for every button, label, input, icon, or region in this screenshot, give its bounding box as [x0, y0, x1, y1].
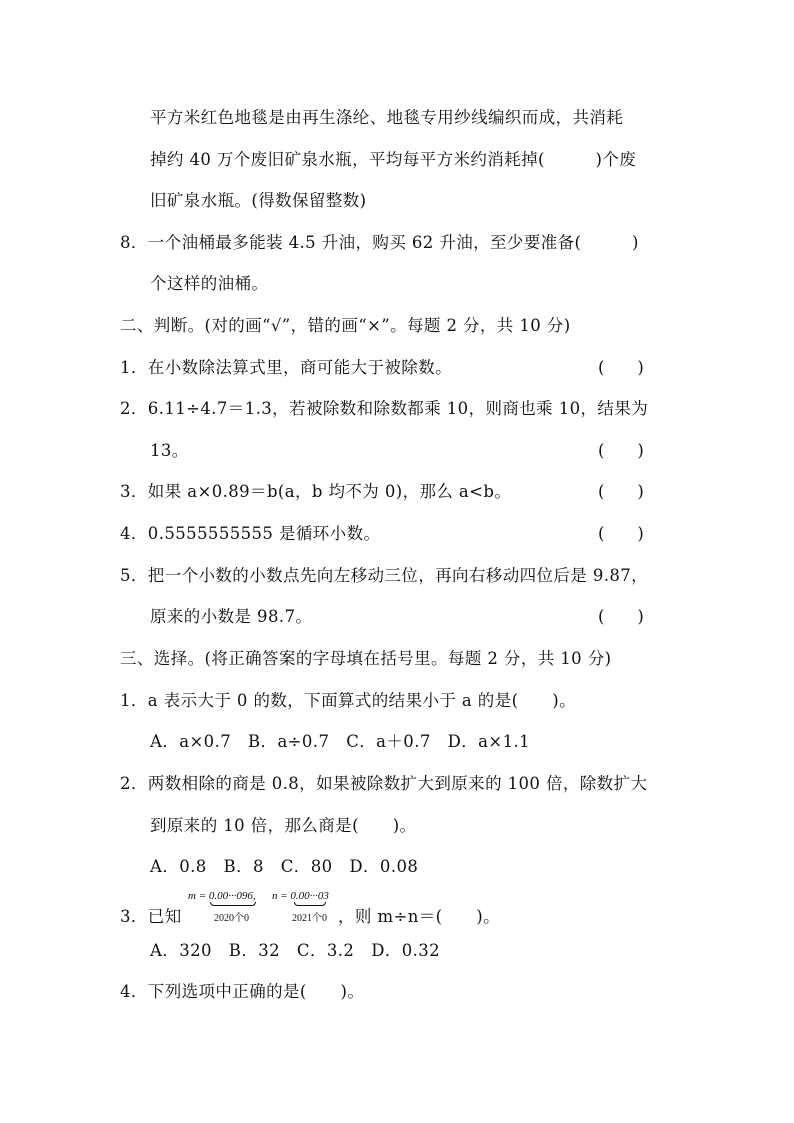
tf-answer-blank-5[interactable]: ( ): [598, 607, 644, 626]
question-8-line-2: 个这样的油桶。: [150, 274, 269, 293]
tf-item-2: 2．6.11÷4.7＝1.3，若被除数和除数都乘 10，则商也乘 10，结果为: [120, 399, 649, 418]
mc-q3-suffix: ，则 m÷n＝( )。: [338, 907, 501, 926]
tf-item-4: 4．0.5555555555 是循环小数。: [120, 524, 381, 543]
tf-item-5-cont: 原来的小数是 98.7。: [150, 607, 313, 626]
mc-q1-stem: 1．a 表示大于 0 的数，下面算式的结果小于 a 的是( )。: [120, 691, 576, 710]
brace-m: [210, 902, 256, 906]
question-7-line-1: 平方米红色地毯是由再生涤纶、地毯专用纱线编织而成，共消耗: [150, 108, 624, 127]
tf-answer-blank-4[interactable]: ( ): [598, 524, 644, 543]
mc-q3-prefix: 3．已知: [120, 907, 182, 926]
formula-m-zeros: 2020个0: [214, 913, 249, 924]
mc-q2-options: A．0.8 B．8 C．80 D．0.08: [150, 857, 419, 876]
brace-n: [294, 902, 326, 906]
mc-q3-formula: [186, 890, 336, 924]
question-7-line-2: 掉约 40 万个废旧矿泉水瓶，平均每平方米约消耗掉( )个废: [150, 150, 637, 169]
mc-q4-stem: 4．下列选项中正确的是( )。: [120, 982, 365, 1001]
mc-q2-stem-2: 到原来的 10 倍，那么商是( )。: [150, 816, 417, 835]
mc-q3-options: A．320 B．32 C．3.2 D．0.32: [150, 941, 441, 960]
formula-n-zeros: 2021个0: [292, 913, 327, 924]
tf-item-3: 3．如果 a×0.89＝b(a，b 均不为 0)，那么 a<b。: [120, 482, 512, 501]
section-2-header: 二、判断。(对的画“√”，错的画“×”。每题 2 分，共 10 分): [120, 316, 571, 335]
question-7-line-3: 旧矿泉水瓶。(得数保留整数): [150, 191, 367, 210]
formula-m: m = 0.00···096,: [188, 890, 256, 902]
formula-n: n = 0.00···03: [272, 890, 329, 902]
tf-item-1: 1．在小数除法算式里，商可能大于被除数。: [120, 358, 452, 377]
tf-answer-blank-3[interactable]: ( ): [598, 482, 644, 501]
section-3-header: 三、选择。(将正确答案的字母填在括号里。每题 2 分，共 10 分): [120, 649, 612, 668]
tf-answer-blank-2[interactable]: ( ): [598, 441, 644, 460]
mc-q2-stem-1: 2．两数相除的商是 0.8，如果被除数扩大到原来的 100 倍，除数扩大: [120, 774, 648, 793]
mc-q1-options: A．a×0.7 B．a÷0.7 C．a＋0.7 D．a×1.1: [150, 732, 531, 751]
tf-answer-blank-1[interactable]: ( ): [598, 358, 644, 377]
tf-item-2-cont: 13。: [150, 441, 189, 460]
question-8-line-1: 8．一个油桶最多能装 4.5 升油，购买 62 升油，至少要准备( ): [120, 233, 639, 252]
tf-item-5: 5．把一个小数的小数点先向左移动三位，再向右移动四位后是 9.87，: [120, 566, 649, 585]
